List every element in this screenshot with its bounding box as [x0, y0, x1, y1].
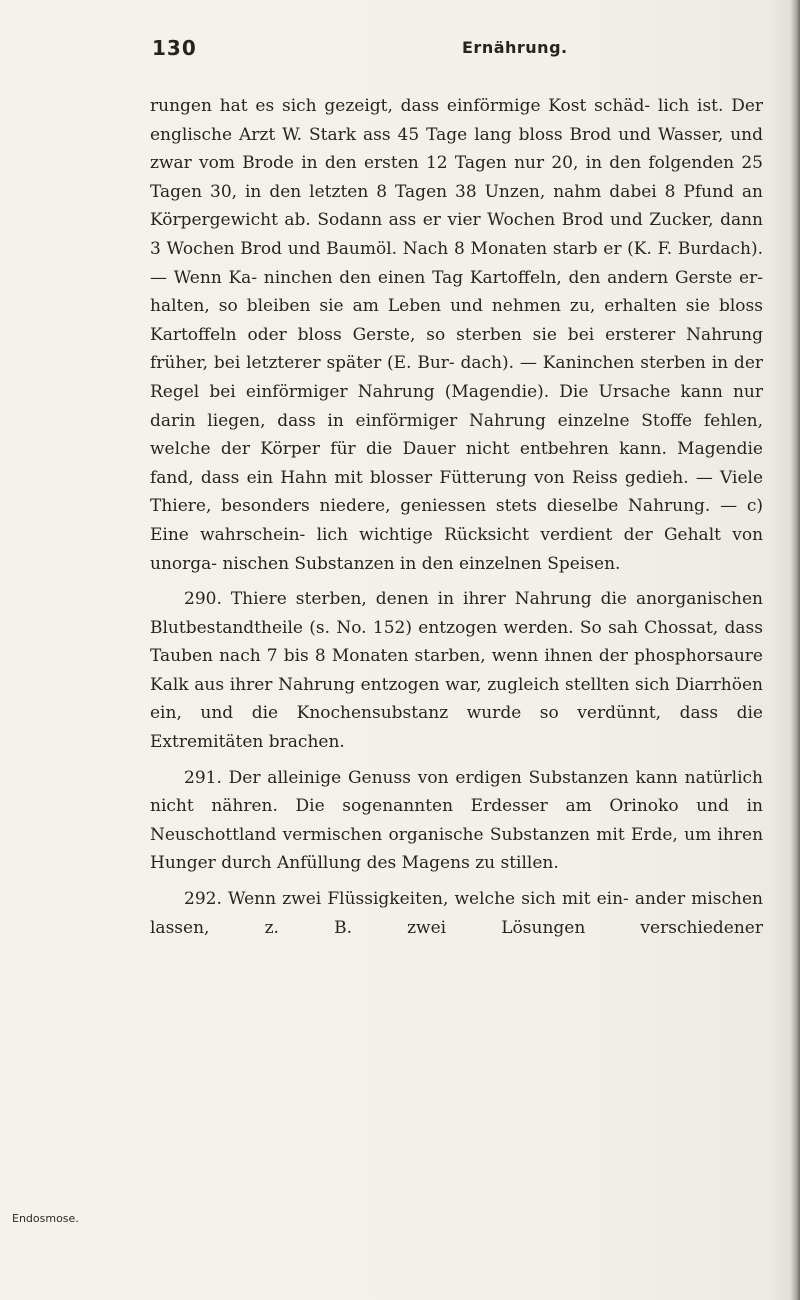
text-line: werden. So sah Chossat, dass Tauben nach 7 bis 8 [150, 617, 763, 667]
text-line: ihrer Nahrung entzogen war, zugleich stellten sich Diarrhöen [229, 674, 763, 695]
text-line: die Extremitäten brachen. [150, 703, 763, 753]
text-line: ersterer Nahrung früher, bei letzterer später (E. Bur- [150, 324, 764, 374]
text-line: ein, und die Knochensubstanz wurde so verdünnt, dass [150, 703, 719, 724]
text-line: sie bloss Kartoffeln oder bloss Gerste, so sterben sie bei [150, 296, 763, 345]
running-head: Ernährung. [462, 38, 568, 57]
text-line: 290. Thiere sterben, denen in ihrer Nahrung die [184, 589, 627, 610]
text-line: und Zucker, dann 3 Wochen Brod und Baumöl. Nach [150, 210, 764, 259]
text-line: ninchen den einen Tag Kartoffeln, den andern Gerste er- [263, 267, 763, 288]
text-line: Monaten starben, wenn ihnen der phosphorsaure Kalk aus [150, 646, 763, 695]
text-line: dach). — Kaninchen sterben in der Regel bei einförmiger [150, 353, 764, 402]
page-number: 130 [152, 36, 197, 60]
text-line: anorganischen Blutbestandtheile (s. No. 152) entzogen [150, 589, 763, 638]
paragraph-291 [150, 764, 763, 878]
text-line: des Magens zu stillen. [366, 853, 559, 874]
text-line: lich ist. Der englische Arzt W. Stark ass 45 Tage lang [150, 96, 764, 145]
text-line: 8 Monaten starb er (K. F. Burdach). — Wenn Ka- [150, 238, 764, 288]
margin-note: Endosmose. [12, 1212, 79, 1225]
text-line: ander mischen lassen, z. B. zwei Lösungen verschiedener [150, 889, 763, 938]
text-line: Magendie fand, dass ein Hahn mit blosser Fütterung [150, 439, 763, 488]
text-line: von Reiss gedieh. — Viele Thiere, besonders niedere, [150, 467, 764, 517]
paragraph-nutrition-continued [150, 92, 763, 578]
text-line: halten, so bleiben sie am Leben und nehmen zu, erhalten [150, 296, 677, 317]
text-line: an Körpergewicht ab. Sodann ass er vier Wochen Brod [150, 181, 763, 231]
paragraph-290 [150, 585, 763, 757]
text-line: nischen Substanzen in den einzelnen Speisen. [222, 553, 621, 574]
text-line: 292. Wenn zwei Flüssigkeiten, welche sich mit ein- [184, 889, 629, 910]
text-line: kann natürlich nicht nähren. Die sogenannten Erdesser [150, 767, 764, 817]
text-line: Substanzen mit Erde, um ihren Hunger durch Anfüllung [150, 824, 764, 874]
text-line: Nahrung (Magendie). Die Ursache kann nur darin [150, 381, 763, 431]
text-line: bloss Brod und Wasser, und zwar vom Brode in den [150, 124, 764, 174]
text-line: lich wichtige Rücksicht verdient der Gehalt von unorga- [150, 524, 764, 574]
text-line: welche der Körper für die Dauer nicht entbehren kann. [150, 439, 667, 460]
page-header [150, 36, 770, 66]
paragraph-292 [150, 885, 763, 942]
body-text [150, 92, 763, 942]
text-line: 291. Der alleinige Genuss von erdigen Substanzen [184, 767, 629, 788]
text-line: in den letzten 8 Tagen 38 Unzen, nahm dabei 8 Pfund [245, 181, 734, 202]
text-line: am Orinoko und in Neuschottland vermischen organische [150, 796, 763, 845]
page-binding-shadow [790, 0, 800, 1300]
text-line: geniessen stets dieselbe Nahrung. — c) Eine wahrschein- [150, 496, 763, 545]
text-line: rungen hat es sich gezeigt, dass einförmige Kost schäd- [150, 96, 651, 116]
text-line: ersten 12 Tagen nur 20, in den folgenden 25 Tagen 30, [150, 153, 763, 202]
text-line: liegen, dass in einförmiger Nahrung einzelne Stoffe fehlen, [207, 410, 763, 431]
